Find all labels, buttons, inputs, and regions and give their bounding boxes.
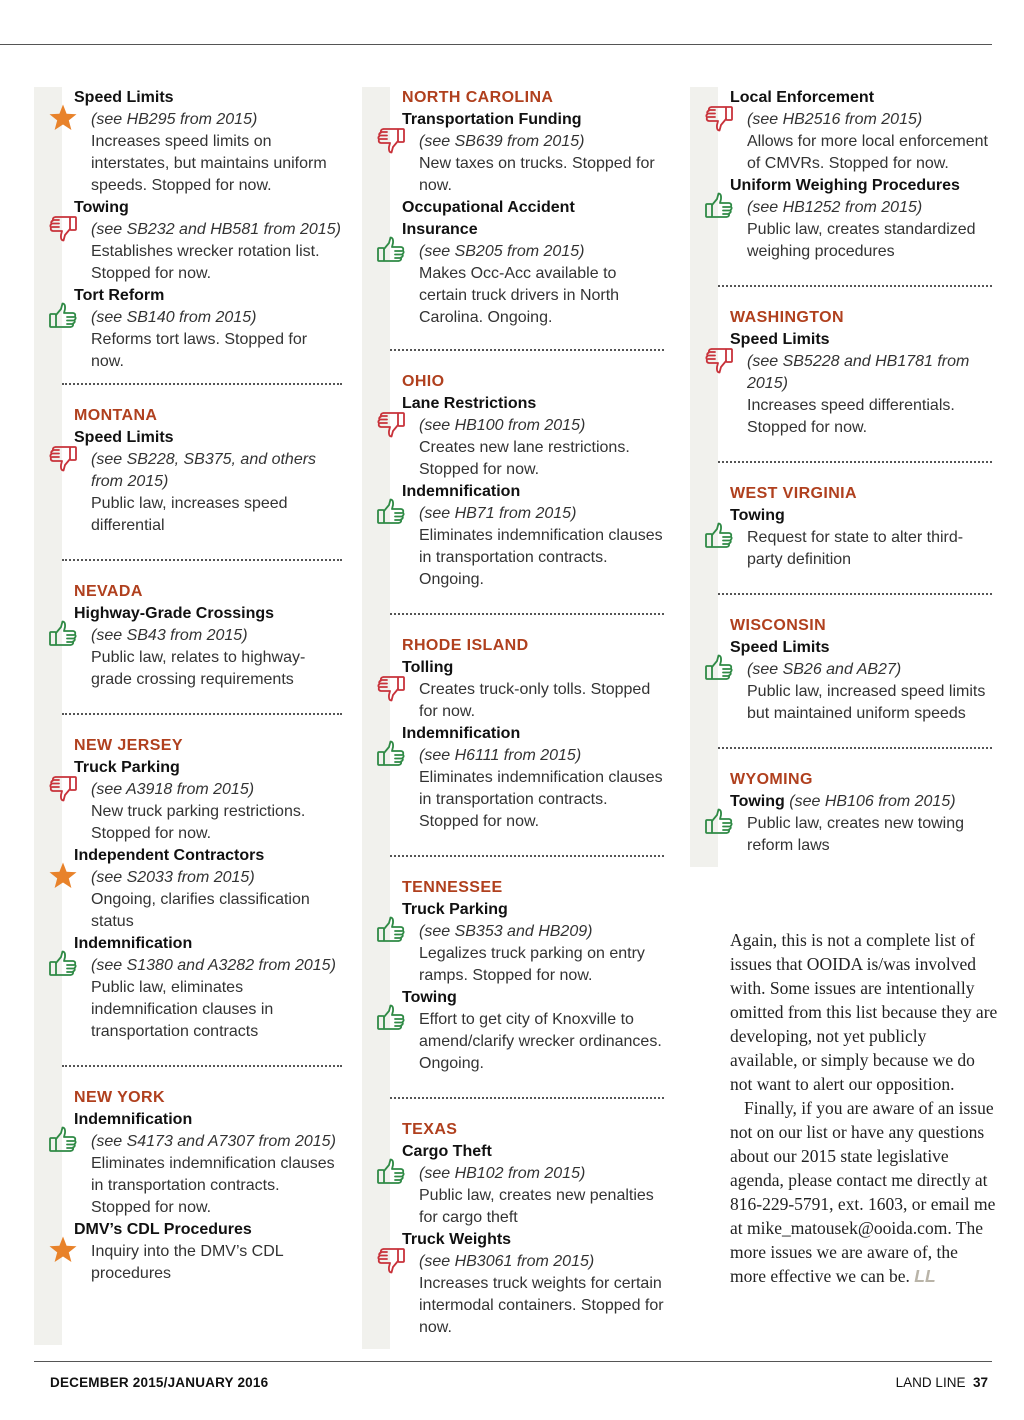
- topic-title: Truck Parking: [402, 901, 508, 918]
- bill-reference: (see SB232 and HB581 from 2015): [91, 221, 341, 238]
- column-1-stripe: [34, 87, 62, 1345]
- bill-reference: (see S1380 and A3282 from 2015): [91, 957, 336, 974]
- topic-item: [730, 197, 992, 263]
- topic-title: Lane Restrictions: [402, 395, 537, 412]
- topic-item: [402, 131, 668, 197]
- topic-item: [730, 109, 992, 175]
- topic-description: Public law, relates to highway-grade crossing requirements: [91, 649, 306, 688]
- bill-reference: (see HB295 from 2015): [91, 111, 258, 128]
- closing-paragraph: Again, this is not a complete list of issues that OOIDA is/was involved with. Some issues are intentionally omitted from this list because they are developing, not yet publicly available, or simply because we do not want to alert our opposition.: [730, 930, 998, 1094]
- topic-title: Tolling: [402, 659, 454, 676]
- thumbs-down-icon: [48, 773, 78, 803]
- topic-item: [402, 503, 668, 591]
- topic-title: Indemnification: [74, 1111, 193, 1128]
- topic-title: Speed Limits: [74, 89, 174, 106]
- bill-reference: (see SB140 from 2015): [91, 309, 257, 326]
- topic-title: Indemnification: [402, 725, 521, 742]
- topic-description: Public law, increased speed limits but maintained uniform speeds: [747, 683, 986, 722]
- topic-item: [402, 921, 668, 987]
- dotted-separator: [390, 349, 664, 351]
- topic-description: Public law, eliminates indemnification clauses in transportation contracts: [91, 979, 274, 1040]
- topic-title: Tort Reform: [74, 287, 165, 304]
- bill-reference: (see SB353 and HB209): [419, 923, 593, 940]
- state-heading: NEW JERSEY: [74, 737, 183, 754]
- topic-item: [74, 307, 342, 373]
- state-block: [74, 581, 342, 691]
- topic-item: [730, 813, 992, 857]
- dotted-separator: [390, 613, 664, 615]
- dotted-separator: [718, 285, 992, 287]
- topic-item: [730, 351, 992, 439]
- topic-description: Eliminates indemnification clauses in transportation contracts. Stopped for now.: [91, 1155, 335, 1216]
- bill-reference: (see A3918 from 2015): [91, 781, 255, 798]
- bill-reference: (see HB3061 from 2015): [419, 1253, 595, 1270]
- page-number: 37: [972, 1375, 988, 1390]
- topic-title: Towing: [730, 507, 785, 524]
- bill-reference: (see HB71 from 2015): [419, 505, 577, 522]
- bill-reference: (see HB2516 from 2015): [747, 111, 923, 128]
- topic-description: Increases truck weights for certain intermodal containers. Stopped for now.: [419, 1275, 664, 1336]
- closing-paragraph: [730, 1096, 998, 1288]
- column-3: [730, 87, 992, 857]
- topic-item: [74, 779, 342, 845]
- topic-title: Towing: [74, 199, 129, 216]
- state-heading: WASHINGTON: [730, 309, 844, 326]
- topic-title: Transportation Funding: [402, 111, 582, 128]
- state-block: [402, 877, 668, 1075]
- column-1: [74, 87, 342, 1285]
- state-heading: WEST VIRGINIA: [730, 485, 857, 502]
- topic-description: New truck parking restrictions. Stopped for now.: [91, 803, 306, 842]
- topic-description: Public law, creates new penalties for cargo theft: [419, 1187, 654, 1226]
- topic-description: New taxes on trucks. Stopped for now.: [419, 155, 655, 194]
- dotted-separator: [718, 461, 992, 463]
- state-block: [730, 615, 992, 725]
- state-block: [402, 371, 668, 591]
- topic-title: Occupational Accident Insurance: [402, 199, 575, 238]
- page-footer: [896, 1375, 988, 1390]
- dotted-separator: [390, 855, 664, 857]
- topic-description: Increases speed limits on interstates, but maintains uniform speeds. Stopped for now.: [91, 133, 327, 194]
- topic-title: Speed Limits: [730, 331, 830, 348]
- topic-item: [402, 1009, 668, 1075]
- topic-title: Speed Limits: [74, 429, 174, 446]
- state-heading: TEXAS: [402, 1121, 458, 1138]
- topic-item: [74, 109, 342, 197]
- thumbs-up-icon: [48, 619, 78, 649]
- star-icon: [48, 1235, 78, 1265]
- topic-description: Creates new lane restrictions. Stopped for now.: [419, 439, 630, 478]
- topic-title: Local Enforcement: [730, 89, 875, 106]
- thumbs-up-icon: [48, 301, 78, 331]
- bill-reference: (see SB43 from 2015): [91, 627, 248, 644]
- topic-title: Towing: [730, 793, 785, 810]
- topic-title: Towing: [402, 989, 457, 1006]
- topic-item: [74, 955, 342, 1043]
- topic-title: DMV’s CDL Procedures: [74, 1221, 252, 1238]
- bill-reference: (see SB228, SB375, and others from 2015): [91, 451, 317, 490]
- topic-description: Increases speed differentials. Stopped for now.: [747, 397, 955, 436]
- topic-item: [74, 449, 342, 537]
- topic-item: [402, 415, 668, 481]
- thumbs-up-icon: [704, 191, 734, 221]
- star-icon: [48, 103, 78, 133]
- end-mark: LL: [914, 1266, 936, 1286]
- topic-item: [74, 625, 342, 691]
- bill-reference: (see HB100 from 2015): [419, 417, 586, 434]
- bill-reference: (see HB1252 from 2015): [747, 199, 923, 216]
- dotted-separator: [62, 559, 342, 561]
- topic-title: Independent Contractors: [74, 847, 265, 864]
- closing-text: Finally, if you are aware of an issue not on our list or have any questions about our 2015 state legislative agenda, please contact me directly at 816-229-5791, ext. 1603, or email me at mike_matousek@ooida.com. The more issues we are aware of, the more effective we can be.: [730, 1098, 996, 1286]
- topic-item: [730, 527, 992, 571]
- topic-title: Cargo Theft: [402, 1143, 492, 1160]
- bill-reference: (see SB5228 and HB1781 from 2015): [747, 353, 970, 392]
- thumbs-down-icon: [376, 1245, 406, 1275]
- state-block: [74, 87, 342, 373]
- bill-reference: (see HB106 from 2015): [789, 793, 956, 810]
- thumbs-up-icon: [48, 949, 78, 979]
- topic-description: Reforms tort laws. Stopped for now.: [91, 331, 308, 370]
- topic-title: Indemnification: [74, 935, 193, 952]
- thumbs-up-icon: [376, 1157, 406, 1187]
- thumbs-up-icon: [376, 1003, 406, 1033]
- issue-date: DECEMBER 2015/JANUARY 2016: [50, 1375, 269, 1390]
- dotted-separator: [62, 1065, 342, 1067]
- bill-reference: (see SB639 from 2015): [419, 133, 585, 150]
- state-block: [402, 1119, 668, 1339]
- thumbs-up-icon: [704, 521, 734, 551]
- topic-item: [74, 867, 342, 933]
- state-heading: NEW YORK: [74, 1089, 165, 1106]
- topic-description: Eliminates indemnification clauses in transportation contracts. Stopped for now.: [419, 769, 663, 830]
- topic-item: [402, 679, 668, 723]
- magazine-name: LAND LINE: [895, 1375, 966, 1390]
- topic-item: [74, 1131, 342, 1219]
- bill-reference: (see SB26 and AB27): [747, 661, 902, 678]
- state-heading: MONTANA: [74, 407, 158, 424]
- topic-item: [74, 219, 342, 285]
- closing-note: [730, 928, 998, 1288]
- topic-title: Uniform Weighing Procedures: [730, 177, 960, 194]
- topic-item: [74, 1241, 342, 1285]
- bill-reference: (see HB102 from 2015): [419, 1165, 586, 1182]
- state-heading: WISCONSIN: [730, 617, 827, 634]
- thumbs-up-icon: [376, 739, 406, 769]
- topic-description: Eliminates indemnification clauses in transportation contracts. Ongoing.: [419, 527, 663, 588]
- dotted-separator: [62, 713, 342, 715]
- state-block: [74, 735, 342, 1043]
- topic-description: Effort to get city of Knoxville to amend/clarify wrecker ordinances. Ongoing.: [419, 1011, 662, 1072]
- state-block: [402, 87, 668, 329]
- thumbs-up-icon: [376, 497, 406, 527]
- bill-reference: (see SB205 from 2015): [419, 243, 585, 260]
- state-block: [730, 87, 992, 263]
- thumbs-up-icon: [376, 915, 406, 945]
- topic-description: Ongoing, clarifies classification status: [91, 891, 310, 930]
- state-block: [74, 405, 342, 537]
- thumbs-up-icon: [376, 235, 406, 265]
- state-heading: TENNESSEE: [402, 879, 503, 896]
- topic-title: Speed Limits: [730, 639, 830, 656]
- state-heading: OHIO: [402, 373, 445, 390]
- topic-description: Legalizes truck parking on entry ramps. Stopped for now.: [419, 945, 645, 984]
- column-2: [402, 87, 668, 1339]
- topic-item: [402, 1163, 668, 1229]
- state-block: [730, 307, 992, 439]
- bill-reference: (see S2033 from 2015): [91, 869, 255, 886]
- topic-description: Establishes wrecker rotation list. Stopped for now.: [91, 243, 320, 282]
- state-block: [402, 635, 668, 833]
- bill-reference: (see S4173 and A7307 from 2015): [91, 1133, 336, 1150]
- topic-item: [730, 659, 992, 725]
- topic-title: Indemnification: [402, 483, 521, 500]
- state-block: [730, 483, 992, 571]
- topic-description: Inquiry into the DMV’s CDL procedures: [91, 1243, 284, 1282]
- thumbs-down-icon: [376, 673, 406, 703]
- state-block: [74, 1087, 342, 1285]
- topic-description: Public law, increases speed differential: [91, 495, 288, 534]
- dotted-separator: [390, 1097, 664, 1099]
- thumbs-down-icon: [704, 103, 734, 133]
- topic-title: Truck Weights: [402, 1231, 512, 1248]
- thumbs-down-icon: [376, 125, 406, 155]
- topic-title: Truck Parking: [74, 759, 180, 776]
- thumbs-down-icon: [704, 345, 734, 375]
- thumbs-down-icon: [376, 409, 406, 439]
- dotted-separator: [718, 593, 992, 595]
- topic-description: Creates truck-only tolls. Stopped for now.: [419, 681, 651, 720]
- topic-description: Public law, creates standardized weighing procedures: [747, 221, 976, 260]
- thumbs-down-icon: [48, 443, 78, 473]
- topic-item: [402, 241, 668, 329]
- state-heading: NORTH CAROLINA: [402, 89, 554, 106]
- thumbs-up-icon: [704, 807, 734, 837]
- state-heading: WYOMING: [730, 771, 813, 788]
- topic-title: Highway-Grade Crossings: [74, 605, 275, 622]
- bottom-rule: [34, 1361, 992, 1362]
- topic-description: Makes Occ-Acc available to certain truck drivers in North Carolina. Ongoing.: [419, 265, 620, 326]
- topic-description: Public law, creates new towing reform laws: [747, 815, 964, 854]
- topic-item: [402, 745, 668, 833]
- thumbs-down-icon: [48, 213, 78, 243]
- topic-description: Request for state to alter third-party definition: [747, 529, 964, 568]
- topic-item: [402, 1251, 668, 1339]
- topic-description: Allows for more local enforcement of CMVRs. Stopped for now.: [747, 133, 988, 172]
- star-icon: [48, 861, 78, 891]
- state-heading: NEVADA: [74, 583, 143, 600]
- top-rule: [0, 44, 992, 45]
- bill-reference: (see H6111 from 2015): [419, 747, 582, 764]
- state-block: [730, 769, 992, 857]
- topic-title-line: [730, 791, 992, 813]
- dotted-separator: [718, 747, 992, 749]
- dotted-separator: [62, 383, 342, 385]
- state-heading: RHODE ISLAND: [402, 637, 529, 654]
- thumbs-up-icon: [704, 653, 734, 683]
- thumbs-up-icon: [48, 1125, 78, 1155]
